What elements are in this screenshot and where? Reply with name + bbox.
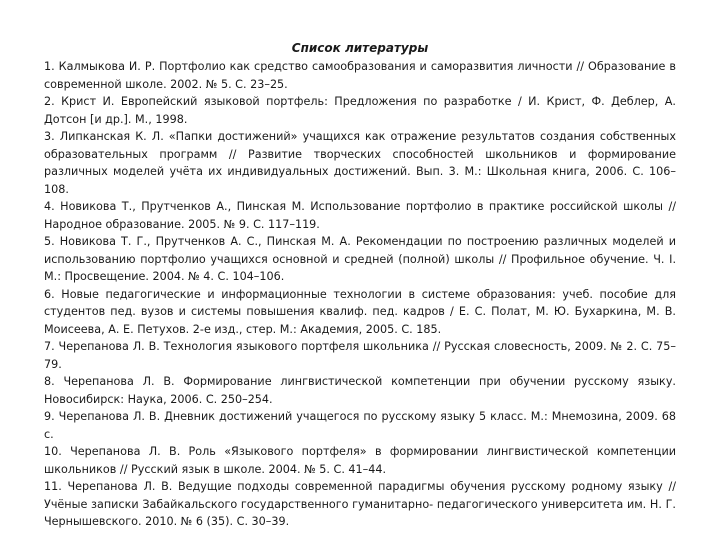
reference-item-3: 3. Липканская К. Л. «Папки достижений» учащихся как отражение результатов создания собственных образовательных программ // Развитие творческих способностей школьников и формирование различных моделей учёта их индивидуальных достижений. Вып. 3. М.: Школьная книга, 2006. С. 106–108.	[44, 130, 676, 196]
reference-item-7: 7. Черепанова Л. В. Технология языкового портфеля школьника // Русская словесность, 2009. № 2. С. 75–79.	[44, 340, 676, 371]
reference-item-4: 4. Новикова Т., Прутченков А., Пинская М. Использование портфолио в практике российской школы // Народное образование. 2005. № 9. С. 117–119.	[44, 200, 676, 231]
document-page	[44, 40, 676, 531]
reference-list	[44, 58, 676, 531]
reference-item-2: 2. Крист И. Европейский языковой портфель: Предложения по разработке / И. Крист, Ф. Деблер, А. Дотсон [и др.]. М., 1998.	[44, 95, 676, 126]
reference-item-8: 8. Черепанова Л. В. Формирование лингвистической компетенции при обучении русскому языку. Новосибирск: Наука, 2006. С. 250–254.	[44, 375, 676, 406]
page-title: Список литературы	[291, 41, 429, 55]
reference-item-10: 10. Черепанова Л. В. Роль «Языкового портфеля» в формировании лингвистической компетенции школьников // Русский язык в школе. 2004. № 5. С. 41–44.	[44, 445, 676, 476]
reference-item-5: 5. Новикова Т. Г., Прутченков А. С., Пинская М. А. Рекомендации по построению различных моделей и использованию портфолио учащихся основной и средней (полной) школы // Профильное обучение. Ч. I. М.: Просвещение. 2004. № 4. С. 104–106.	[44, 235, 676, 283]
reference-item-1: 1. Калмыкова И. Р. Портфолио как средство самообразования и саморазвития личности // Образование в современной школе. 2002. № 5. С. 23–25.	[44, 60, 676, 91]
reference-item-6: 6. Новые педагогические и информационные технологии в системе образования: учеб. пособие для студентов пед. вузов и системы повышения квалиф. пед. кадров / Е. С. Полат, М. Ю. Бухаркина, М. В. Моисеева, А. Е. Петухов. 2-е изд., стер. М.: Академия, 2005. С. 185.	[44, 287, 676, 336]
reference-item-9: 9. Черепанова Л. В. Дневник достижений учащегося по русскому языку 5 класс. М.: Мнемозина, 2009. 68 с.	[44, 410, 676, 441]
reference-item-11: 11. Черепанова Л. В. Ведущие подходы современной парадигмы обучения русскому родному языку // Учёные записки Забайкальского государственного гуманитарно- педагогического университета им. Н. Г. Чернышевского. 2010. № 6 (35). С. 30–39.	[44, 480, 676, 528]
